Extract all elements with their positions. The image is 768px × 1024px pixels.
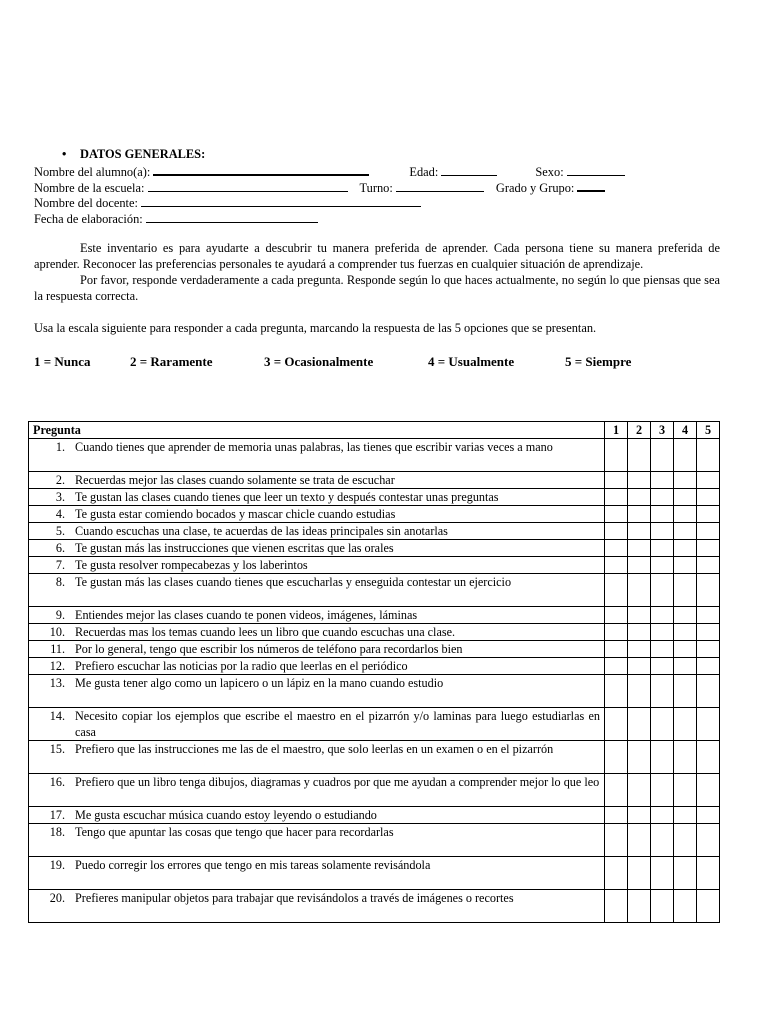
question-text: Necesito copiar los ejemplos que escribe el maestro en el pizarrón y/o laminas para luego estudiarlas en casa bbox=[75, 709, 600, 739]
answer-cell-3[interactable] bbox=[651, 607, 674, 624]
answer-cell-1[interactable] bbox=[605, 540, 628, 557]
answer-cell-5[interactable] bbox=[697, 557, 720, 574]
answer-cell-1[interactable] bbox=[605, 506, 628, 523]
intro-text bbox=[34, 240, 720, 304]
answer-cell-5[interactable] bbox=[697, 641, 720, 658]
question-cell bbox=[29, 708, 605, 741]
question-text: Prefiero que las instrucciones me las de el maestro, que solo leerlas en un examen o en el pizarrón bbox=[75, 742, 554, 756]
answer-cell-5[interactable] bbox=[697, 439, 720, 472]
column-header-5: 5 bbox=[697, 422, 720, 439]
table-row bbox=[29, 607, 720, 624]
table-row bbox=[29, 741, 720, 774]
question-number: 2. bbox=[55, 473, 65, 487]
answer-cell-4[interactable] bbox=[674, 506, 697, 523]
answer-cell-1[interactable] bbox=[605, 624, 628, 641]
instruction-text: Usa la escala siguiente para responder a cada pregunta, marcando la respuesta de las 5 opciones que se presentan. bbox=[34, 321, 597, 335]
turno-input[interactable] bbox=[396, 179, 484, 192]
fecha-label: Fecha de elaboración: bbox=[34, 212, 146, 226]
answer-cell-3[interactable] bbox=[651, 890, 674, 923]
question-cell bbox=[29, 439, 605, 472]
table-row bbox=[29, 890, 720, 923]
question-cell bbox=[29, 574, 605, 607]
table-row bbox=[29, 472, 720, 489]
answer-cell-3[interactable] bbox=[651, 574, 674, 607]
question-number: 9. bbox=[55, 608, 65, 622]
question-cell bbox=[29, 506, 605, 523]
answer-cell-1[interactable] bbox=[605, 607, 628, 624]
escuela-label: Nombre de la escuela: bbox=[34, 181, 148, 195]
question-text: Te gustan más las clases cuando tienes que escucharlas y enseguida contestar un ejercicio bbox=[75, 575, 512, 589]
answer-cell-5[interactable] bbox=[697, 540, 720, 557]
scale-3: 3 = Ocasionalmente bbox=[264, 354, 374, 369]
answer-cell-2[interactable] bbox=[628, 540, 651, 557]
docente-label: Nombre del docente: bbox=[34, 196, 142, 210]
question-number: 20. bbox=[49, 891, 65, 905]
answer-cell-3[interactable] bbox=[651, 557, 674, 574]
docente-input[interactable] bbox=[141, 194, 421, 207]
sexo-input[interactable] bbox=[567, 163, 625, 176]
answer-cell-1[interactable] bbox=[605, 708, 628, 741]
answer-cell-4[interactable] bbox=[674, 890, 697, 923]
answer-cell-2[interactable] bbox=[628, 439, 651, 472]
question-cell bbox=[29, 607, 605, 624]
field-row-docente bbox=[34, 194, 720, 210]
answer-cell-1[interactable] bbox=[605, 675, 628, 708]
answer-cell-2[interactable] bbox=[628, 489, 651, 506]
intro-paragraph-2: Por favor, responde verdaderamente a cada pregunta. Responde según lo que haces actualmente, no según lo que piensas que sea la respuesta correcta. bbox=[34, 273, 720, 303]
answer-cell-4[interactable] bbox=[674, 624, 697, 641]
answer-cell-3[interactable] bbox=[651, 741, 674, 774]
answer-cell-2[interactable] bbox=[628, 675, 651, 708]
question-number: 3. bbox=[55, 490, 65, 504]
field-row-alumno bbox=[34, 162, 720, 178]
answer-cell-5[interactable] bbox=[697, 489, 720, 506]
answer-cell-4[interactable] bbox=[674, 658, 697, 675]
answer-cell-2[interactable] bbox=[628, 557, 651, 574]
answer-cell-4[interactable] bbox=[674, 774, 697, 807]
field-row-fecha bbox=[34, 210, 720, 226]
answer-cell-3[interactable] bbox=[651, 439, 674, 472]
table-header-row bbox=[29, 422, 720, 439]
answer-cell-1[interactable] bbox=[605, 807, 628, 824]
table-row bbox=[29, 658, 720, 675]
answer-cell-5[interactable] bbox=[697, 890, 720, 923]
answer-cell-1[interactable] bbox=[605, 439, 628, 472]
answer-cell-5[interactable] bbox=[697, 624, 720, 641]
answer-cell-4[interactable] bbox=[674, 741, 697, 774]
answer-cell-4[interactable] bbox=[674, 574, 697, 607]
question-text: Cuando tienes que aprender de memoria unas palabras, las tienes que escribir varias veces a mano bbox=[75, 440, 553, 454]
question-cell bbox=[29, 890, 605, 923]
table-row bbox=[29, 540, 720, 557]
answer-cell-1[interactable] bbox=[605, 557, 628, 574]
answer-cell-5[interactable] bbox=[697, 708, 720, 741]
question-text: Entiendes mejor las clases cuando te ponen videos, imágenes, láminas bbox=[75, 608, 418, 622]
table-row bbox=[29, 641, 720, 658]
answer-cell-2[interactable] bbox=[628, 607, 651, 624]
question-text: Prefiero que un libro tenga dibujos, diagramas y cuadros por que me ayudan a comprender mejor lo que leo bbox=[75, 775, 600, 789]
answer-cell-3[interactable] bbox=[651, 774, 674, 807]
answer-cell-1[interactable] bbox=[605, 489, 628, 506]
table-row bbox=[29, 624, 720, 641]
answer-cell-2[interactable] bbox=[628, 523, 651, 540]
question-cell bbox=[29, 624, 605, 641]
answer-cell-3[interactable] bbox=[651, 489, 674, 506]
answer-cell-1[interactable] bbox=[605, 741, 628, 774]
answer-cell-2[interactable] bbox=[628, 774, 651, 807]
question-number: 12. bbox=[49, 659, 65, 673]
answer-cell-3[interactable] bbox=[651, 857, 674, 890]
question-text: Te gustan las clases cuando tienes que leer un texto y después contestar unas preguntas bbox=[75, 490, 499, 504]
answer-cell-5[interactable] bbox=[697, 574, 720, 607]
answer-cell-2[interactable] bbox=[628, 807, 651, 824]
table-row bbox=[29, 774, 720, 807]
question-text: Recuerdas mejor las clases cuando solamente se trata de escuchar bbox=[75, 473, 395, 487]
question-number: 17. bbox=[49, 808, 65, 822]
bullet-icon: • bbox=[62, 147, 67, 161]
question-number: 10. bbox=[49, 625, 65, 639]
answer-cell-1[interactable] bbox=[605, 574, 628, 607]
answer-cell-5[interactable] bbox=[697, 472, 720, 489]
answer-cell-4[interactable] bbox=[674, 540, 697, 557]
answer-cell-5[interactable] bbox=[697, 506, 720, 523]
table-row bbox=[29, 675, 720, 708]
answer-cell-2[interactable] bbox=[628, 641, 651, 658]
turno-label: Turno: bbox=[359, 181, 396, 195]
question-number: 7. bbox=[55, 558, 65, 572]
answer-cell-4[interactable] bbox=[674, 523, 697, 540]
answer-cell-1[interactable] bbox=[605, 641, 628, 658]
answer-cell-3[interactable] bbox=[651, 472, 674, 489]
question-cell bbox=[29, 741, 605, 774]
question-text: Prefieres manipular objetos para trabajar que revisándolos a través de imágenes o recortes bbox=[75, 891, 514, 905]
section-heading bbox=[34, 146, 720, 162]
answer-cell-2[interactable] bbox=[628, 472, 651, 489]
answer-cell-1[interactable] bbox=[605, 472, 628, 489]
table-row bbox=[29, 807, 720, 824]
scale-1: 1 = Nunca bbox=[34, 354, 91, 369]
answer-cell-5[interactable] bbox=[697, 658, 720, 675]
answer-cell-4[interactable] bbox=[674, 439, 697, 472]
answer-cell-5[interactable] bbox=[697, 523, 720, 540]
intro-paragraph-1: Este inventario es para ayudarte a descubrir tu manera preferida de aprender. Cada persona tiene su manera preferida de aprender. Reconocer las preferencias personales te ayudará a comprender tus fuerzas en cualquier situación de aprendizaje. bbox=[34, 241, 720, 271]
question-text: Tengo que apuntar las cosas que tengo que hacer para recordarlas bbox=[75, 825, 394, 839]
answer-cell-4[interactable] bbox=[674, 675, 697, 708]
answer-cell-4[interactable] bbox=[674, 557, 697, 574]
answer-cell-3[interactable] bbox=[651, 824, 674, 857]
answer-cell-5[interactable] bbox=[697, 675, 720, 708]
question-text: Me gusta tener algo como un lapicero o un lápiz en la mano cuando estudio bbox=[75, 676, 444, 690]
column-header-3: 3 bbox=[651, 422, 674, 439]
answer-cell-3[interactable] bbox=[651, 658, 674, 675]
answer-cell-2[interactable] bbox=[628, 624, 651, 641]
fecha-input[interactable] bbox=[146, 210, 318, 223]
answer-cell-3[interactable] bbox=[651, 523, 674, 540]
edad-input[interactable] bbox=[441, 163, 497, 176]
table-row bbox=[29, 557, 720, 574]
answer-cell-3[interactable] bbox=[651, 807, 674, 824]
answer-cell-5[interactable] bbox=[697, 774, 720, 807]
edad-label: Edad: bbox=[409, 165, 442, 179]
table-row bbox=[29, 439, 720, 472]
scale-2: 2 = Raramente bbox=[130, 354, 213, 369]
grado-label: Grado y Grupo: bbox=[495, 181, 578, 195]
question-number: 13. bbox=[49, 676, 65, 690]
question-cell bbox=[29, 774, 605, 807]
answer-cell-5[interactable] bbox=[697, 807, 720, 824]
question-cell bbox=[29, 824, 605, 857]
question-cell bbox=[29, 675, 605, 708]
alumno-input[interactable] bbox=[153, 162, 369, 176]
question-number: 8. bbox=[55, 575, 65, 589]
document-page bbox=[34, 146, 720, 370]
question-number: 18. bbox=[49, 825, 65, 839]
table-row bbox=[29, 857, 720, 890]
answer-cell-4[interactable] bbox=[674, 472, 697, 489]
answer-cell-3[interactable] bbox=[651, 506, 674, 523]
question-cell bbox=[29, 658, 605, 675]
answer-cell-2[interactable] bbox=[628, 824, 651, 857]
question-cell bbox=[29, 540, 605, 557]
scale-5: 5 = Siempre bbox=[565, 354, 632, 369]
scale-4: 4 = Usualmente bbox=[428, 354, 515, 369]
question-number: 11. bbox=[50, 642, 65, 656]
answer-cell-3[interactable] bbox=[651, 540, 674, 557]
question-number: 16. bbox=[49, 775, 65, 789]
answer-cell-3[interactable] bbox=[651, 675, 674, 708]
answer-cell-4[interactable] bbox=[674, 857, 697, 890]
answer-cell-3[interactable] bbox=[651, 624, 674, 641]
table-row bbox=[29, 708, 720, 741]
answer-cell-1[interactable] bbox=[605, 774, 628, 807]
question-text: Puedo corregir los errores que tengo en mis tareas solamente revisándola bbox=[75, 858, 431, 872]
answer-cell-5[interactable] bbox=[697, 607, 720, 624]
answer-cell-2[interactable] bbox=[628, 857, 651, 890]
answer-cell-4[interactable] bbox=[674, 607, 697, 624]
question-cell bbox=[29, 523, 605, 540]
answer-cell-3[interactable] bbox=[651, 708, 674, 741]
answer-cell-4[interactable] bbox=[674, 824, 697, 857]
question-cell bbox=[29, 807, 605, 824]
answer-cell-4[interactable] bbox=[674, 641, 697, 658]
answer-cell-3[interactable] bbox=[651, 641, 674, 658]
question-number: 19. bbox=[49, 858, 65, 872]
field-row-escuela bbox=[34, 178, 720, 194]
answer-cell-5[interactable] bbox=[697, 857, 720, 890]
answer-cell-4[interactable] bbox=[674, 708, 697, 741]
question-text: Por lo general, tengo que escribir los números de teléfono para recordarlos bien bbox=[75, 642, 463, 656]
question-number: 1. bbox=[55, 440, 65, 454]
question-cell bbox=[29, 472, 605, 489]
answer-cell-1[interactable] bbox=[605, 857, 628, 890]
table-row bbox=[29, 506, 720, 523]
question-number: 5. bbox=[55, 524, 65, 538]
question-text: Prefiero escuchar las noticias por la radio que leerlas en el periódico bbox=[75, 659, 408, 673]
answer-cell-2[interactable] bbox=[628, 890, 651, 923]
table-row bbox=[29, 574, 720, 607]
question-number: 6. bbox=[55, 541, 65, 555]
question-number: 15. bbox=[49, 742, 65, 756]
answer-cell-1[interactable] bbox=[605, 824, 628, 857]
escuela-input[interactable] bbox=[148, 179, 348, 192]
answer-cell-2[interactable] bbox=[628, 574, 651, 607]
answer-cell-2[interactable] bbox=[628, 658, 651, 675]
question-cell bbox=[29, 489, 605, 506]
table-row bbox=[29, 489, 720, 506]
answer-cell-2[interactable] bbox=[628, 741, 651, 774]
question-text: Te gusta estar comiendo bocados y mascar chicle cuando estudias bbox=[75, 507, 396, 521]
answer-cell-1[interactable] bbox=[605, 523, 628, 540]
table-row bbox=[29, 523, 720, 540]
question-text: Te gustan más las instrucciones que vienen escritas que las orales bbox=[75, 541, 394, 555]
answer-cell-1[interactable] bbox=[605, 658, 628, 675]
question-text: Cuando escuchas una clase, te acuerdas de las ideas principales sin anotarlas bbox=[75, 524, 448, 538]
column-header-4: 4 bbox=[674, 422, 697, 439]
question-cell bbox=[29, 557, 605, 574]
column-header-2: 2 bbox=[628, 422, 651, 439]
sexo-label: Sexo: bbox=[535, 165, 567, 179]
question-cell bbox=[29, 857, 605, 890]
question-number: 4. bbox=[55, 507, 65, 521]
table-row bbox=[29, 824, 720, 857]
column-header-pregunta: Pregunta bbox=[29, 422, 605, 439]
grado-input[interactable] bbox=[577, 178, 605, 192]
question-cell bbox=[29, 641, 605, 658]
section-title: DATOS GENERALES: bbox=[80, 147, 206, 161]
question-text: Te gusta resolver rompecabezas y los laberintos bbox=[75, 558, 308, 572]
question-number: 14. bbox=[49, 709, 65, 723]
questionnaire-table bbox=[28, 421, 720, 923]
rating-scale bbox=[34, 354, 720, 370]
answer-cell-2[interactable] bbox=[628, 708, 651, 741]
answer-cell-5[interactable] bbox=[697, 741, 720, 774]
answer-cell-2[interactable] bbox=[628, 506, 651, 523]
answer-cell-4[interactable] bbox=[674, 489, 697, 506]
column-header-1: 1 bbox=[605, 422, 628, 439]
answer-cell-1[interactable] bbox=[605, 890, 628, 923]
answer-cell-4[interactable] bbox=[674, 807, 697, 824]
question-text: Recuerdas mas los temas cuando lees un libro que cuando escuchas una clase. bbox=[75, 625, 456, 639]
alumno-label: Nombre del alumno(a): bbox=[34, 165, 154, 179]
answer-cell-5[interactable] bbox=[697, 824, 720, 857]
question-text: Me gusta escuchar música cuando estoy leyendo o estudiando bbox=[75, 808, 377, 822]
